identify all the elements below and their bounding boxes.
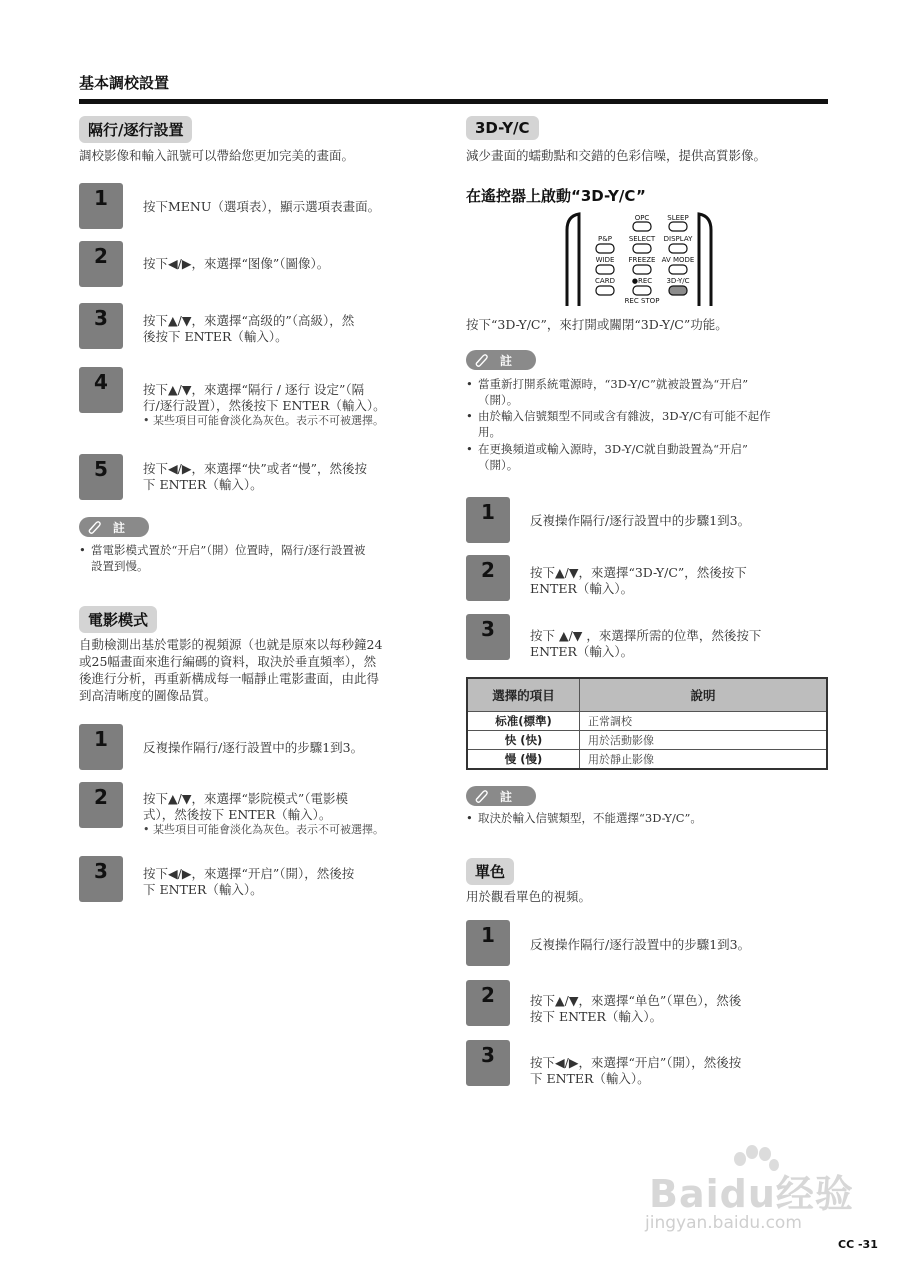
select-button [633, 244, 651, 253]
card-button [596, 286, 614, 295]
step-line: 按下 ▲/▼ ，來選擇所需的位準，然後按下 [530, 628, 762, 643]
step-text [143, 461, 367, 493]
step-block [79, 241, 123, 287]
remote-label: FREEZE [628, 256, 656, 264]
step-line: 按下◀/▶，來選擇“开启”（開），然後按 [530, 1055, 742, 1070]
film-intro-line: 自動檢測出基於電影的視頻源（也就是原來以每秒鐘24 [79, 637, 383, 652]
step-subnote: • 某些項目可能會淡化為灰色。表示不可被選擇。 [143, 823, 384, 836]
remote-label: AV MODE [661, 256, 695, 264]
step-text [143, 313, 354, 345]
step-number: 5 [94, 457, 108, 481]
step-block [79, 183, 123, 229]
step-number: 3 [481, 617, 495, 641]
step-line: 按下MENU（選項表），顯示選項表畫面。 [143, 199, 381, 214]
step-line: 下 ENTER（輸入）。 [143, 477, 263, 492]
3dyc-button [669, 286, 687, 295]
step-line: 下 ENTER（輸入）。 [143, 882, 263, 897]
note-label: 註 [113, 521, 126, 535]
av-mode-button [669, 265, 687, 274]
table-cell: 用於活動影像 [580, 731, 828, 750]
step-number: 1 [94, 727, 108, 751]
note-item-continued: 設置到慢。 [91, 559, 149, 573]
step-number: 1 [481, 923, 495, 947]
display-button [669, 244, 687, 253]
step-line: 反複操作隔行/逐行設置中的步驟1到3。 [530, 937, 751, 952]
film-intro-line: 後進行分析，再重新構成每一幅靜止電影畫面，由此得 [79, 671, 380, 686]
paperclip-icon [87, 520, 101, 534]
table-row [467, 750, 827, 770]
step-line: ENTER（輸入）。 [530, 644, 634, 659]
rec-button [633, 286, 651, 295]
watermark-logo: Baidu经验 [649, 1172, 854, 1216]
step-line: 按下▲/▼，來選擇“高级的”（高級），然 [143, 313, 355, 328]
remote-label: CARD [595, 277, 615, 285]
remote-label: OPC [634, 214, 650, 222]
step-line: 按下▲/▼，來選擇“单色”（單色），然後 [530, 993, 742, 1008]
remote-heading: 在遙控器上啟動“3D-Y/C” [466, 187, 646, 205]
step-line: 後按下 ENTER（輸入）。 [143, 329, 288, 344]
step-line: ENTER（輸入）。 [530, 581, 634, 596]
section-title-3dyc: 3D-Y/C [466, 116, 539, 140]
setting-table [466, 677, 828, 770]
paperclip-icon [474, 789, 488, 803]
note-item: • 取決於輸入信號類型，不能選擇“3D-Y/C”。 [466, 811, 702, 826]
step-line: 按下 ENTER（輸入）。 [530, 1009, 663, 1024]
freeze-button [633, 265, 651, 274]
note-label: 註 [500, 354, 513, 368]
step-block [79, 724, 123, 770]
film-intro-line: 到高清晰度的圖像品質。 [79, 688, 217, 703]
table-cell: 用於靜止影像 [580, 750, 828, 770]
step-line: 反複操作隔行/逐行設置中的步驟1到3。 [530, 513, 751, 528]
step-text [143, 740, 363, 756]
remote-label: REC STOP [624, 297, 660, 305]
opc-button [633, 222, 651, 231]
step-line: 式），然後按下 ENTER（輸入）。 [143, 807, 332, 822]
step-block [79, 303, 123, 349]
remote-control-illustration [559, 210, 719, 306]
note-item: • 當重新打開系統電源時，“3D-Y/C”就被設置為“开启” [466, 377, 748, 392]
watermark-url: jingyan.baidu.com [645, 1213, 802, 1233]
pp-button [596, 244, 614, 253]
step-line: 按下▲/▼，來選擇“隔行 / 逐行 设定”（隔 [143, 382, 365, 397]
table-cell: 标准(標準) [467, 712, 580, 731]
step-number: 2 [94, 244, 108, 268]
step-number: 1 [481, 500, 495, 524]
sleep-button [669, 222, 687, 231]
step-text [143, 382, 386, 428]
remote-label: DISPLAY [663, 235, 693, 243]
remote-label: SELECT [628, 235, 656, 243]
step-text [530, 513, 750, 529]
step-subnote: • 某些項目可能會淡化為灰色。表示不可被選擇。 [143, 414, 384, 427]
remote-label: ●REC [631, 277, 653, 285]
note-item: • 由於輸入信號類型不同或含有雜波，3D-Y/C有可能不起作 [466, 409, 771, 424]
3dyc-intro: 減少畫面的蠕動點和交錯的色彩信噪，提供高質影像。 [466, 148, 767, 163]
baidu-watermark [645, 1145, 855, 1245]
note-item: • 在更換頻道或輸入源時，3D-Y/C就自動設置為“开启” [466, 442, 748, 457]
step-number: 1 [94, 186, 108, 210]
step-line: 反複操作隔行/逐行設置中的步驟1到3。 [143, 740, 364, 755]
step-text [530, 565, 747, 597]
step-text [530, 1055, 741, 1087]
step-line: 行/逐行設置），然後按下 ENTER（輸入）。 [143, 398, 386, 413]
table-row [467, 731, 827, 750]
note-label: 註 [500, 790, 513, 804]
page-header: 基本調校設置 [79, 74, 170, 92]
header-rule [79, 99, 828, 104]
table-header: 選擇的項目 [467, 678, 580, 712]
note-item-continued: （開）。 [478, 458, 519, 472]
table-header: 說明 [580, 678, 828, 712]
step-text [530, 937, 750, 953]
step-text [530, 628, 761, 660]
step-block [79, 367, 123, 413]
step-block [466, 1040, 510, 1086]
note-badge [466, 786, 536, 806]
page-number: CC -31 [838, 1238, 878, 1251]
paperclip-icon [474, 353, 488, 367]
step-block [466, 555, 510, 601]
table-cell: 快 (快) [467, 731, 580, 750]
section-title-film-mode: 電影模式 [79, 606, 157, 633]
step-line: 按下◀/▶，來選擇“图像”（圖像）。 [143, 256, 330, 271]
remote-label: 3D-Y/C [666, 277, 690, 285]
step-line: 按下◀/▶，來選擇“开启”（開），然後按 [143, 866, 355, 881]
step-line: 下 ENTER（輸入）。 [530, 1071, 650, 1086]
step-block [466, 920, 510, 966]
wide-button [596, 265, 614, 274]
step-block [466, 980, 510, 1026]
progressive-intro: 調校影像和輸入訊號可以帶給您更加完美的畫面。 [79, 148, 355, 163]
step-number: 2 [94, 785, 108, 809]
section-title-progressive: 隔行/逐行設置 [79, 116, 192, 143]
step-block [466, 614, 510, 660]
step-number: 2 [481, 983, 495, 1007]
table-row [467, 712, 827, 731]
film-intro [79, 636, 382, 704]
note-item-continued: 用。 [478, 425, 501, 439]
step-number: 3 [94, 306, 108, 330]
step-line: 按下◀/▶，來選擇“快”或者“慢”，然後按 [143, 461, 367, 476]
note-badge [79, 517, 149, 537]
section-title-monochrome: 單色 [466, 858, 514, 885]
step-text [530, 993, 741, 1025]
monochrome-intro: 用於觀看單色的視頻。 [466, 889, 592, 904]
step-line: 按下▲/▼，來選擇“影院模式”（電影模 [143, 791, 348, 806]
step-number: 2 [481, 558, 495, 582]
remote-caption: 按下“3D-Y/C”，來打開或關閉“3D-Y/C”功能。 [466, 317, 728, 332]
step-number: 3 [94, 859, 108, 883]
step-text [143, 199, 380, 215]
step-block [79, 782, 123, 828]
table-header-row [467, 678, 827, 712]
step-text [143, 791, 384, 837]
step-block [466, 497, 510, 543]
step-text [143, 256, 329, 272]
film-intro-line: 或25幅畫面來進行編碼的資料，取決於垂直頻率），然 [79, 654, 377, 669]
note-item: • 當電影模式置於“开启”（開）位置時，隔行/逐行設置被 [79, 543, 365, 558]
table-cell: 慢 (慢) [467, 750, 580, 770]
remote-label: SLEEP [667, 214, 689, 222]
step-line: 按下▲/▼，來選擇“3D-Y/C”，然後按下 [530, 565, 747, 580]
step-number: 3 [481, 1043, 495, 1067]
step-text [143, 866, 354, 898]
note-badge [466, 350, 536, 370]
remote-label: WIDE [595, 256, 615, 264]
remote-label: P&P [598, 235, 612, 243]
step-block [79, 856, 123, 902]
note-item-continued: （開）。 [478, 393, 519, 407]
step-block [79, 454, 123, 500]
table-cell: 正常調校 [580, 712, 828, 731]
step-number: 4 [94, 370, 108, 394]
